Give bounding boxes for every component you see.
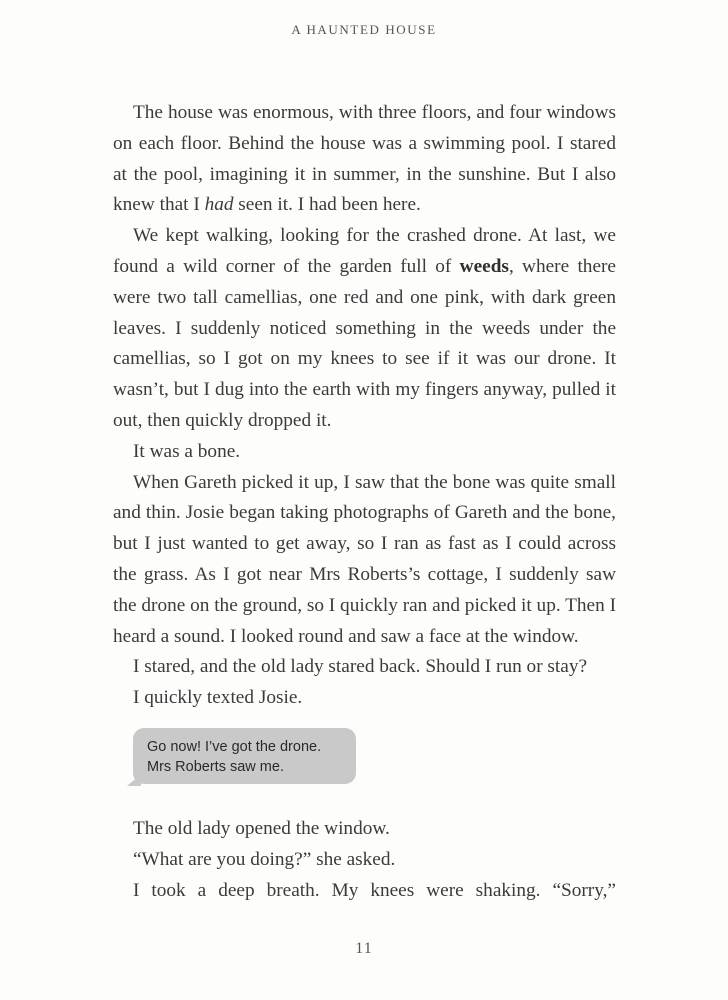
paragraph: When Gareth picked it up, I saw that the bone was quite small and thin. Josie began taking photographs of Gareth and the bone, but I just wanted to get away, so I ran as fast as I could across the grass. As I got near Mrs Roberts’s cottage, I suddenly saw the drone on the ground, so I quickly ran and picked it up. Then I heard a sound. I looked round and saw a face at the window. [113, 471, 616, 647]
paragraph-text: , where there were two tall camellias, one red and one pink, with dark green leaves. I suddenly noticed something in the weeds under the camellias, so I got on my knees to see if it was our drone. It wasn’t, but I dug into the earth with my fingers anyway, pulled it out, then quickly dropped it. [113, 255, 616, 431]
emphasis-word: had [204, 194, 234, 216]
paragraph: I took a deep breath. My knees were shaking. “Sorry,” [133, 879, 616, 901]
page-number: 11 [355, 940, 373, 957]
message-line: Mrs Roberts saw me. [147, 758, 284, 775]
message-line: Go now! I’ve got the drone. [147, 738, 322, 755]
paragraph-text: seen it. I had been here. [233, 194, 421, 216]
paragraph [113, 221, 616, 437]
message-bubble [133, 728, 356, 784]
paragraph: “What are you doing?” she asked. [133, 848, 396, 870]
running-head: A HAUNTED HOUSE [291, 22, 437, 37]
paragraph: I stared, and the old lady stared back. Should I run or stay? [133, 656, 588, 678]
paragraph: I quickly texted Josie. [133, 687, 303, 709]
paragraph-text: The house was enormous, with three floors, and four windows on each floor. Behind the house was a swimming pool. I stared at the pool, imagining it in summer, in the sunshine. But I also knew that I [113, 102, 616, 216]
paragraph-text: We kept walking, looking for the crashed drone. At last, we found a wild corner of the garden full of [113, 225, 616, 277]
message-bubble-tail [127, 774, 141, 786]
paragraph: The old lady opened the window. [133, 817, 390, 839]
paragraph: It was a bone. [133, 440, 241, 462]
glossary-word: weeds [459, 255, 509, 277]
text-message [113, 714, 616, 814]
body-text [113, 98, 616, 906]
paragraph [113, 98, 616, 221]
